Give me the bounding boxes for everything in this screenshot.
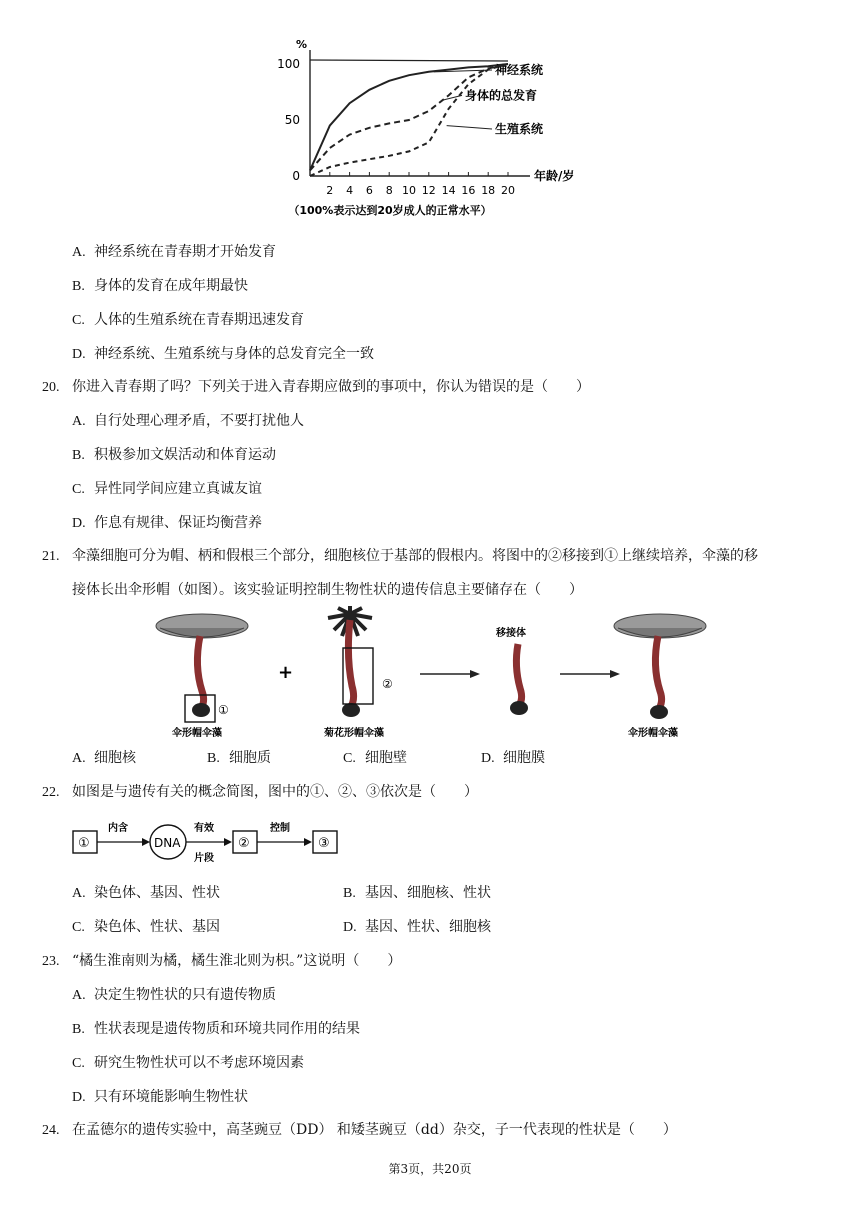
option-text: 基因、性状、细胞核 (365, 919, 491, 935)
question-number: 21. (42, 549, 60, 564)
concept-box-2-label: ② (238, 836, 250, 851)
option-text: 决定生物性状的只有遗传物质 (94, 987, 276, 1003)
q20-option-c[interactable] (72, 479, 262, 500)
q21-stem-line1 (42, 546, 758, 567)
x-tick-label: 20 (501, 184, 515, 197)
option-letter: D. (72, 1090, 86, 1105)
chrysanthemum-cap-alga-icon (328, 606, 373, 717)
option-text: 细胞核 (94, 750, 136, 766)
series-label: 神经系统 (495, 63, 544, 77)
q21-option-a[interactable] (72, 748, 136, 769)
x-axis-label: 年龄/岁 (534, 169, 575, 183)
option-letter: B. (72, 1022, 85, 1037)
question-number: 23. (42, 954, 60, 969)
arrow-icon (470, 670, 480, 678)
x-tick-label: 14 (441, 184, 456, 197)
option-letter: D. (343, 920, 357, 935)
dna-label: DNA (154, 836, 181, 850)
option-text: 神经系统在青春期才开始发育 (94, 244, 276, 260)
y-tick-label: 50 (284, 113, 300, 127)
q21-option-c[interactable] (343, 748, 407, 769)
q24-stem (42, 1120, 677, 1141)
option-text: 基因、细胞核、性状 (365, 885, 491, 901)
option-text: 作息有规律、保证均衡营养 (94, 515, 262, 531)
x-tick-label: 18 (481, 184, 496, 197)
q22-stem (42, 782, 478, 803)
chart-note: （100%表示达到20岁成人的正常水平） (288, 204, 492, 217)
arrow-label-contains: 内含 (108, 823, 128, 834)
q23-option-b[interactable] (72, 1019, 360, 1040)
label-graft: 移接体 (496, 628, 526, 639)
question-text: 伞藻细胞可分为帽、柄和假根三个部分，细胞核位于基部的假根内。将图中的②移接到①上继续培养，伞藻的移 (72, 548, 758, 564)
q20-option-a[interactable] (72, 411, 304, 432)
option-text: 染色体、基因、性状 (94, 885, 220, 901)
q20-option-d[interactable] (72, 513, 262, 534)
label-umbrella-alga-1: 伞形帽伞藻 (172, 728, 222, 739)
q23-option-c[interactable] (72, 1053, 304, 1074)
option-text: 染色体、性状、基因 (94, 919, 220, 935)
option-letter: A. (72, 886, 86, 901)
q19-option-c[interactable] (72, 310, 304, 331)
series-line-2 (310, 64, 508, 170)
series-leader-line (444, 95, 462, 99)
marker-2: ② (382, 677, 393, 691)
question-number: 20. (42, 380, 60, 395)
umbrella-cap-alga-icon (156, 614, 248, 722)
q23-option-a[interactable] (72, 985, 276, 1006)
question-text: 如图是与遗传有关的概念简图，图中的①、②、③依次是（ ） (72, 784, 478, 800)
arrow-label-control: 控制 (270, 823, 290, 834)
option-letter: C. (72, 313, 85, 328)
option-text: 身体的发育在成年期最快 (94, 278, 248, 294)
q21-option-d[interactable] (481, 748, 545, 769)
y-tick-label: 0 (292, 169, 300, 183)
arrow-label-effective: 有效 (194, 823, 214, 834)
umbrella-cap-alga-result-icon (614, 614, 706, 719)
q20-stem (42, 377, 590, 398)
q19-option-d[interactable] (72, 344, 374, 365)
label-umbrella-alga-2: 伞形帽伞藻 (628, 728, 678, 739)
concept-box-1-label: ① (78, 836, 90, 851)
arrow-icon (610, 670, 620, 678)
option-text: 细胞膜 (503, 750, 545, 766)
question-text: “橘生淮南则为橘，橘生淮北则为枳。”这说明（ ） (72, 953, 402, 969)
q21-stem-line2 (72, 580, 583, 600)
option-text: 细胞质 (229, 750, 271, 766)
question-number: 24. (42, 1123, 60, 1138)
q22-option-a[interactable] (72, 883, 220, 904)
option-letter: D. (72, 347, 86, 362)
x-tick-label: 6 (365, 184, 373, 197)
option-letter: A. (72, 988, 86, 1003)
question-text: 你进入青春期了吗？下列关于进入青春期应做到的事项中，你认为错误的是（ ） (72, 379, 590, 395)
x-tick-label: 2 (326, 184, 334, 197)
q19-option-a[interactable] (72, 242, 276, 263)
option-text: 只有环境能影响生物性状 (94, 1089, 248, 1105)
genetics-concept-diagram (72, 818, 342, 868)
option-letter: B. (72, 279, 85, 294)
option-letter: A. (72, 751, 86, 766)
option-text: 人体的生殖系统在青春期迅速发育 (94, 312, 304, 328)
option-text: 异性同学间应建立真诚友谊 (94, 481, 262, 497)
acetabularia-figure (150, 606, 720, 742)
plus-sign: + (278, 662, 294, 683)
option-letter: D. (72, 516, 86, 531)
growth-chart (270, 36, 600, 226)
q20-option-b[interactable] (72, 445, 276, 466)
series-label: 身体的总发育 (465, 88, 538, 103)
option-text: 积极参加文娱活动和体育运动 (94, 447, 276, 463)
question-text: 在孟德尔的遗传实验中，高茎豌豆（DD） 和矮茎豌豆（dd）杂交，子一代表现的性状是（ ） (72, 1122, 677, 1138)
q21-option-b[interactable] (207, 748, 271, 769)
option-text: 细胞壁 (365, 750, 407, 766)
x-tick-label: 10 (402, 184, 416, 197)
graft-alga-icon (510, 644, 528, 715)
q19-option-b[interactable] (72, 276, 248, 297)
q22-option-c[interactable] (72, 917, 220, 938)
q22-option-b[interactable] (343, 883, 491, 904)
question-text: 接体长出伞形帽（如图）。该实验证明控制生物性状的遗传信息主要储存在（ ） (72, 582, 583, 598)
y-tick-label: 100 (277, 57, 300, 71)
reference-line-100 (310, 60, 508, 61)
q23-stem (42, 951, 401, 972)
x-tick-label: 4 (346, 184, 354, 197)
series-leader-line (447, 126, 492, 129)
option-text: 性状表现是遗传物质和环境共同作用的结果 (94, 1021, 360, 1037)
q23-option-d[interactable] (72, 1087, 248, 1108)
concept-box-3-label: ③ (318, 836, 330, 851)
series-line-1 (310, 64, 508, 170)
option-text: 研究生物性状可以不考虑环境因素 (94, 1055, 304, 1071)
option-letter: B. (343, 886, 356, 901)
option-letter: C. (72, 482, 85, 497)
option-letter: C. (72, 1056, 85, 1071)
option-text: 神经系统、生殖系统与身体的总发育完全一致 (94, 346, 374, 362)
option-letter: C. (72, 920, 85, 935)
option-letter: D. (481, 751, 495, 766)
option-letter: B. (207, 751, 220, 766)
option-letter: C. (343, 751, 356, 766)
q22-option-d[interactable] (343, 917, 491, 938)
y-axis-label: % (296, 38, 308, 51)
option-letter: A. (72, 414, 86, 429)
label-chrysanthemum-alga: 菊花形帽伞藻 (324, 728, 384, 739)
option-letter: A. (72, 245, 86, 260)
arrow-label-segment: 片段 (194, 853, 214, 864)
x-tick-label: 8 (385, 184, 393, 197)
option-text: 自行处理心理矛盾，不要打扰他人 (94, 413, 304, 429)
marker-1: ① (218, 703, 229, 717)
series-label: 生殖系统 (495, 121, 544, 136)
x-tick-label: 16 (461, 184, 476, 197)
x-tick-label: 12 (421, 184, 436, 197)
page-footer: 第3页，共20页 (388, 1162, 472, 1176)
question-number: 22. (42, 785, 60, 800)
option-letter: B. (72, 448, 85, 463)
